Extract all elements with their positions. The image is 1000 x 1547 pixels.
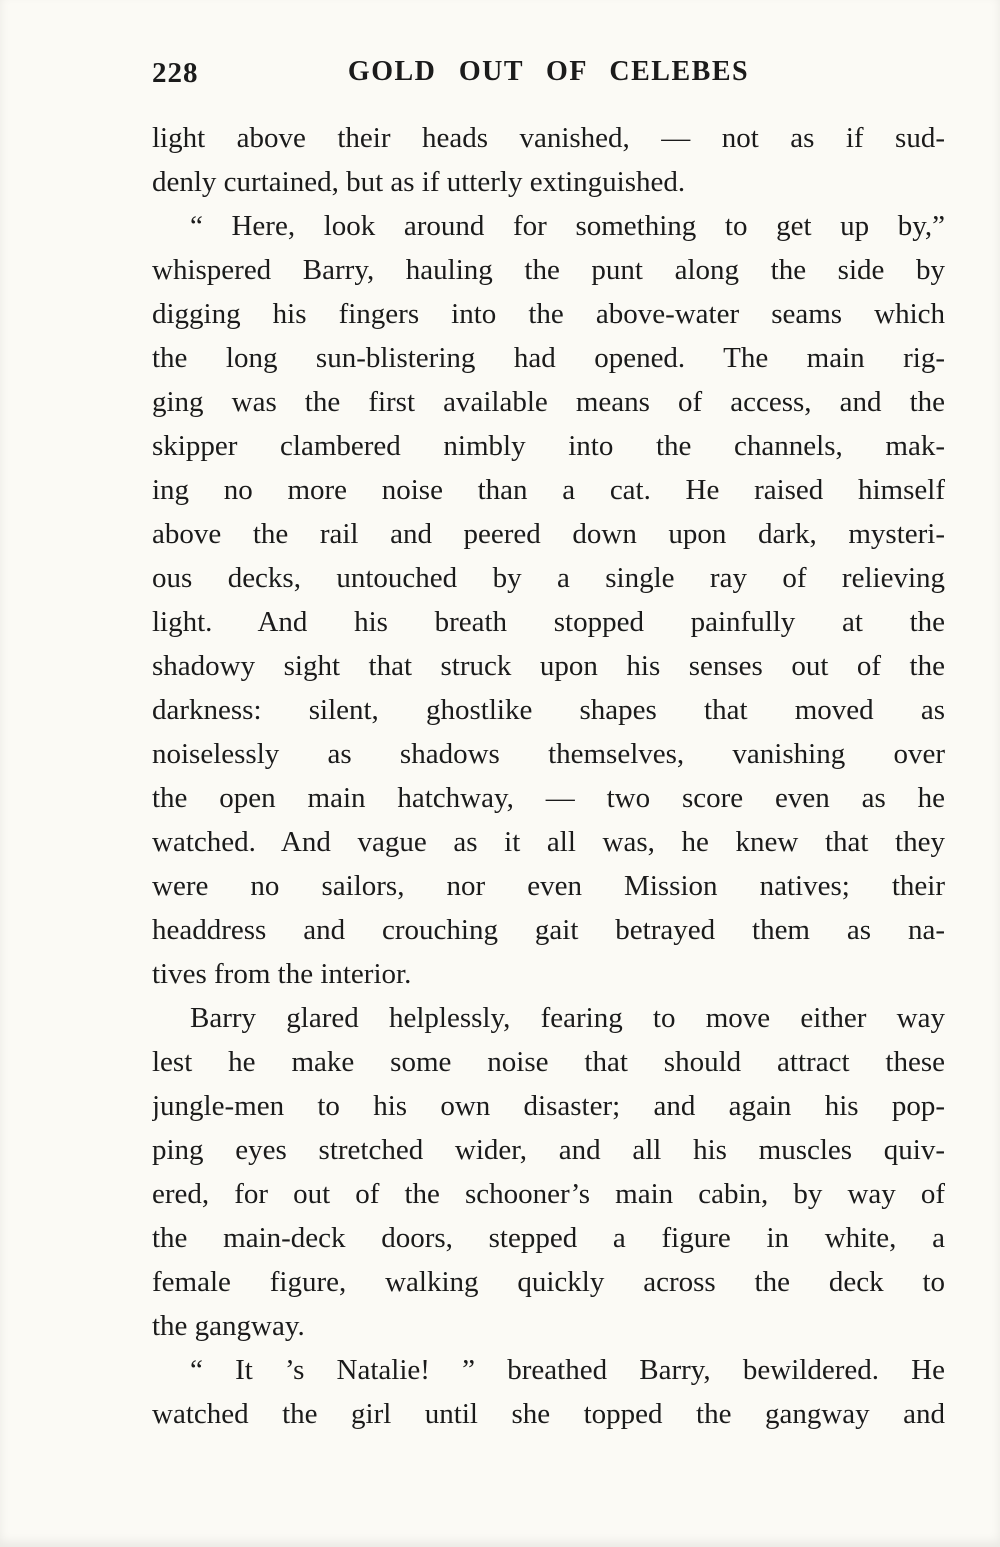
- text-line: light. And his breath stopped painfully at the: [152, 606, 945, 638]
- text-line: ping eyes stretched wider, and all his muscles quiv-: [152, 1134, 945, 1166]
- text-line: headdress and crouching gait betrayed them as na-: [152, 914, 945, 946]
- text-line: tives from the interior.: [152, 958, 412, 990]
- text-line: jungle-men to his own disaster; and again his pop-: [152, 1090, 945, 1122]
- page-number: 228: [152, 57, 199, 89]
- text-line: ing no more noise than a cat. He raised himself: [152, 474, 945, 506]
- text-line: the long sun-blistering had opened. The main rig-: [152, 342, 945, 374]
- text-line: above the rail and peered down upon dark, mysteri-: [152, 518, 945, 550]
- page-body: [152, 116, 945, 1436]
- text-line: whispered Barry, hauling the punt along the side by: [152, 254, 945, 286]
- text-line: “ Here, look around for something to get up by,”: [190, 210, 945, 242]
- text-line: denly curtained, but as if utterly extinguished.: [152, 166, 686, 198]
- text-line: were no sailors, nor even Mission natives; their: [152, 870, 945, 902]
- text-line: ous decks, untouched by a single ray of relieving: [152, 562, 945, 594]
- text-line: the open main hatchway, — two score even as he: [152, 782, 945, 814]
- text-line: light above their heads vanished, — not as if sud-: [152, 122, 945, 154]
- text-line: ered, for out of the schooner’s main cabin, by way of: [152, 1178, 945, 1210]
- text-line: the main-deck doors, stepped a figure in white, a: [152, 1222, 945, 1254]
- text-line: shadowy sight that struck upon his senses out of the: [152, 650, 945, 682]
- text-line: “ It ’s Natalie! ” breathed Barry, bewildered. He: [190, 1354, 945, 1386]
- text-line: darkness: silent, ghostlike shapes that moved as: [152, 694, 945, 726]
- text-line: lest he make some noise that should attract these: [152, 1046, 945, 1078]
- text-line: the gangway.: [152, 1310, 305, 1342]
- page-header: [152, 52, 945, 94]
- text-line: skipper clambered nimbly into the channels, mak-: [152, 430, 945, 462]
- text-line: ging was the first available means of access, and the: [152, 386, 945, 418]
- text-line: watched. And vague as it all was, he knew that they: [152, 826, 945, 858]
- text-line: Barry glared helplessly, fearing to move either way: [190, 1002, 945, 1034]
- text-line: female figure, walking quickly across the deck to: [152, 1266, 945, 1298]
- text-line: noiselessly as shadows themselves, vanishing over: [152, 738, 945, 770]
- running-title: GOLD OUT OF CELEBES: [347, 56, 750, 87]
- text-line: digging his fingers into the above-water seams which: [152, 298, 945, 330]
- text-line: watched the girl until she topped the gangway and: [152, 1398, 945, 1430]
